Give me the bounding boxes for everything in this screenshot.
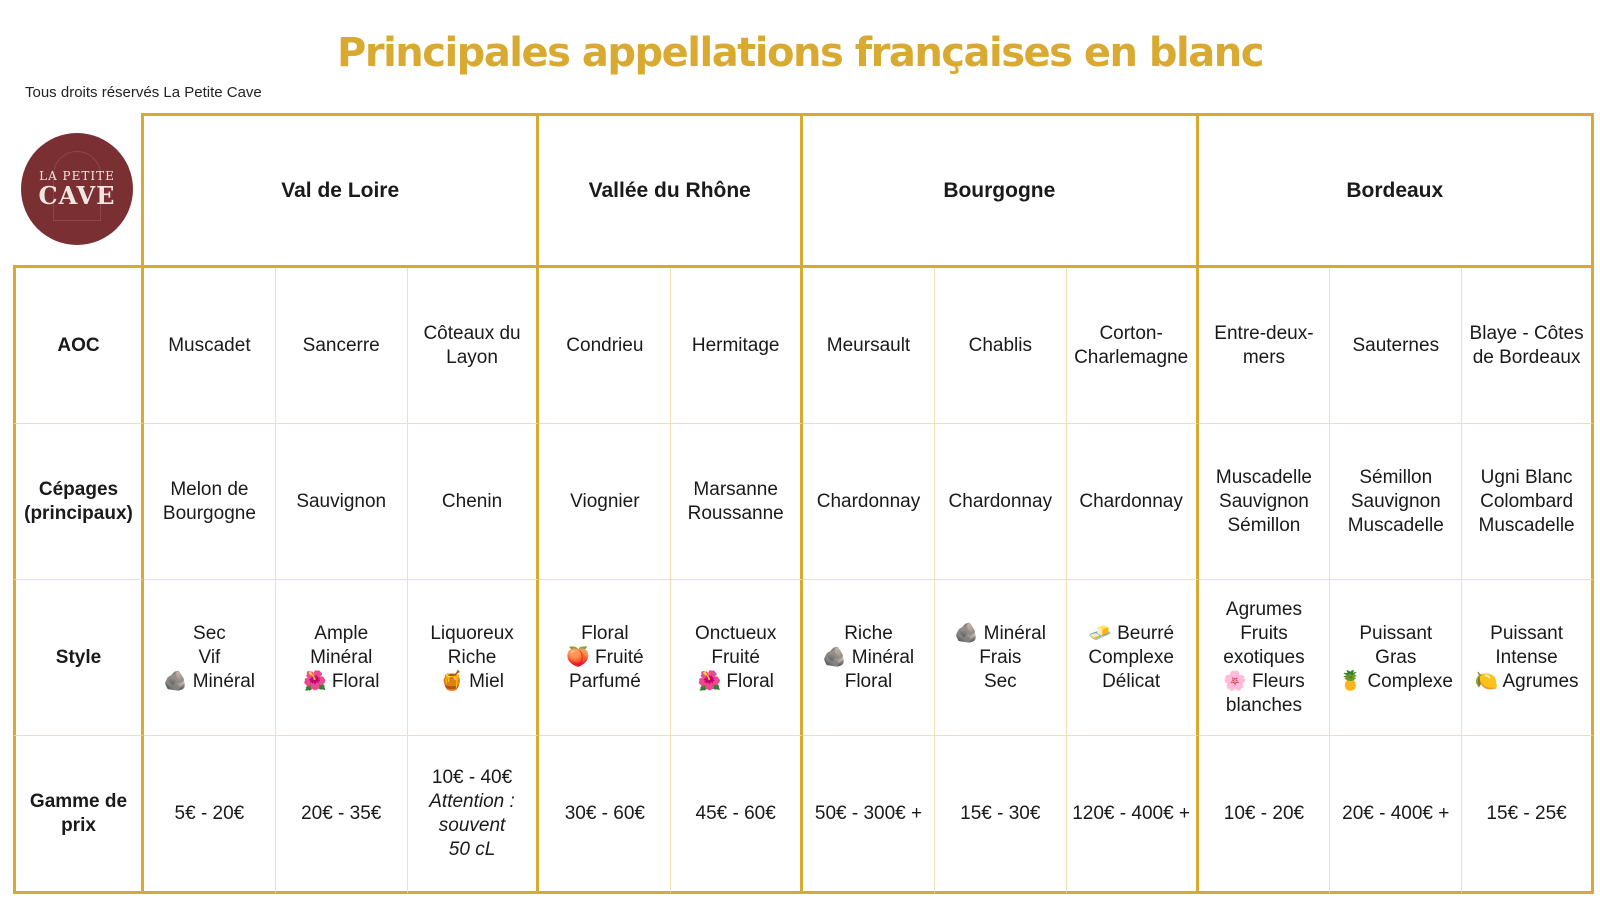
- cell-line: Parfumé: [568, 670, 641, 692]
- cell-line: prix: [61, 814, 96, 836]
- cell-line: 🪨 Minéral: [822, 646, 915, 668]
- cell-line: exotiques: [1223, 646, 1305, 668]
- cell-line: Floral: [581, 622, 629, 644]
- style-cell: [1462, 580, 1594, 736]
- aoc-cell: [1199, 268, 1331, 424]
- cell-line: Sauvignon: [296, 490, 387, 512]
- cell-line: Chardonnay: [1079, 490, 1183, 512]
- prix-cell: [144, 736, 276, 894]
- cepages-cell: [935, 424, 1067, 580]
- cell-line: 120€ - 400€ +: [1072, 802, 1191, 824]
- region-header-vallee-du-rhone: Vallée du Rhône: [539, 113, 803, 268]
- cell-line: Chablis: [968, 334, 1032, 356]
- cell-line: 🍋 Agrumes: [1474, 670, 1579, 692]
- cepages-cell: [276, 424, 408, 580]
- cell-line: Roussanne: [687, 502, 784, 524]
- row-label-style: Style: [13, 580, 144, 736]
- cell-line: Chardonnay: [948, 490, 1053, 512]
- cell-line: Blaye - Côtes: [1469, 322, 1584, 344]
- cell-line: Fruité: [711, 646, 760, 668]
- aoc-cell: [803, 268, 935, 424]
- cell-line: mers: [1242, 346, 1286, 368]
- cell-line: Ample: [314, 622, 369, 644]
- aoc-cell: [539, 268, 671, 424]
- cepages-cell: [1330, 424, 1462, 580]
- cell-line: Riche: [447, 646, 497, 668]
- la-petite-cave-logo: [21, 133, 133, 245]
- cell-line: 20€ - 400€ +: [1342, 802, 1450, 824]
- aoc-cell: [408, 268, 540, 424]
- prix-cell: [935, 736, 1067, 894]
- cell-line: Sauvignon: [1219, 490, 1309, 512]
- cell-line: Colombard: [1480, 490, 1574, 512]
- style-cell: [671, 580, 803, 736]
- style-cell: [1067, 580, 1199, 736]
- cell-line: de Bordeaux: [1472, 346, 1581, 368]
- cell-line: 45€ - 60€: [695, 802, 776, 824]
- prix-cell: [276, 736, 408, 894]
- cell-line: Entre-deux-: [1214, 322, 1314, 344]
- cell-line: Muscadelle: [1478, 514, 1575, 536]
- cell-line: 5€ - 20€: [174, 802, 245, 824]
- prix-cell: [408, 736, 540, 894]
- aoc-cell: [1330, 268, 1462, 424]
- region-header-bordeaux: Bordeaux: [1199, 113, 1594, 268]
- style-cell: [1199, 580, 1331, 736]
- prix-cell: [1067, 736, 1199, 894]
- cell-line: Sauternes: [1352, 334, 1440, 356]
- cell-line: Minéral: [310, 646, 373, 668]
- row-label-prix: [13, 736, 144, 894]
- cell-line: 50€ - 300€ +: [814, 802, 923, 824]
- cell-line: Sauvignon: [1350, 490, 1441, 512]
- cell-line: Côteaux du: [423, 322, 521, 344]
- aoc-cell: [671, 268, 803, 424]
- cell-line: Muscadelle: [1215, 466, 1312, 488]
- cell-line: Cépages: [38, 478, 119, 500]
- region-header-val-de-loire: Val de Loire: [144, 113, 539, 268]
- style-cell: [1330, 580, 1462, 736]
- prix-cell: [1330, 736, 1462, 894]
- cepages-cell: [539, 424, 671, 580]
- cell-line: Frais: [979, 646, 1022, 668]
- cell-line: 20€ - 35€: [301, 802, 382, 824]
- cell-line: Corton-: [1099, 322, 1163, 344]
- cell-line: Marsanne: [693, 478, 778, 500]
- cell-line: (principaux): [24, 502, 133, 524]
- aoc-cell: [1462, 268, 1594, 424]
- cepages-cell: [144, 424, 276, 580]
- cell-line: Puissant: [1490, 622, 1564, 644]
- cell-line: Puissant: [1359, 622, 1433, 644]
- cell-line: Gamme de: [29, 790, 128, 812]
- prix-cell: [539, 736, 671, 894]
- cell-line: Sec: [983, 670, 1017, 692]
- cepages-cell: [1199, 424, 1331, 580]
- appellations-table: [13, 113, 1594, 894]
- cell-line: Bourgogne: [162, 502, 256, 524]
- style-cell: [539, 580, 671, 736]
- cell-line: Complexe: [1088, 646, 1174, 668]
- cell-line: 🪨 Minéral: [163, 670, 256, 692]
- cepages-cell: [408, 424, 540, 580]
- cepages-cell: [1462, 424, 1594, 580]
- cell-line: Melon de: [170, 478, 249, 500]
- cell-line: 🍍 Complexe: [1338, 670, 1453, 692]
- cell-line: souvent: [438, 814, 506, 836]
- cell-line: 🌺 Floral: [302, 670, 380, 692]
- cell-line: Sancerre: [302, 334, 380, 356]
- cell-line: Onctueux: [695, 622, 777, 644]
- prix-cell: [803, 736, 935, 894]
- cepages-cell: [671, 424, 803, 580]
- cell-line: Intense: [1495, 646, 1558, 668]
- cell-line: 15€ - 25€: [1486, 802, 1567, 824]
- cell-line: Charlemagne: [1074, 346, 1189, 368]
- cell-line: 🪨 Minéral: [954, 622, 1046, 644]
- cell-line: Agrumes: [1225, 598, 1302, 620]
- cell-line: 15€ - 30€: [960, 802, 1041, 824]
- aoc-cell: [276, 268, 408, 424]
- logo-line-2: CAVE: [38, 181, 116, 210]
- page-title: Principales appellations françaises en blanc: [337, 30, 1263, 76]
- row-label-aoc: AOC: [13, 268, 144, 424]
- cell-line: Floral: [844, 670, 893, 692]
- cepages-cell: [1067, 424, 1199, 580]
- cell-line: 🍯 Miel: [440, 670, 504, 692]
- style-cell: [144, 580, 276, 736]
- cell-line: Attention :: [429, 790, 515, 812]
- cell-line: 30€ - 60€: [564, 802, 645, 824]
- aoc-cell: [1067, 268, 1199, 424]
- cell-line: Hermitage: [691, 334, 780, 356]
- prix-cell: [671, 736, 803, 894]
- cell-line: Sémillon: [1359, 466, 1433, 488]
- cell-line: Chardonnay: [816, 490, 921, 512]
- prix-cell: [1462, 736, 1594, 894]
- cell-line: Délicat: [1102, 670, 1161, 692]
- cell-line: Riche: [844, 622, 893, 644]
- aoc-cell: [935, 268, 1067, 424]
- style-cell: [408, 580, 540, 736]
- cell-line: Vif: [198, 646, 221, 668]
- cell-line: 🌺 Floral: [697, 670, 774, 692]
- cell-line: 🍑 Fruité: [566, 646, 644, 668]
- cell-line: 50 cL: [448, 838, 496, 860]
- prix-cell: [1199, 736, 1331, 894]
- cell-line: blanches: [1225, 694, 1302, 716]
- cell-line: Muscadet: [168, 334, 251, 356]
- logo-cell: [13, 113, 144, 268]
- aoc-cell: [144, 268, 276, 424]
- cell-line: Chenin: [441, 490, 503, 512]
- cell-line: 10€ - 20€: [1223, 802, 1305, 824]
- cell-line: Meursault: [826, 334, 911, 356]
- cell-line: 🌸 Fleurs: [1223, 670, 1305, 692]
- cell-line: Layon: [446, 346, 498, 368]
- cell-line: Liquoreux: [430, 622, 514, 644]
- style-cell: [803, 580, 935, 736]
- cell-line: 10€ - 40€: [431, 766, 513, 788]
- logo-line-1: LA PETITE: [39, 169, 115, 183]
- cell-line: Muscadelle: [1347, 514, 1444, 536]
- region-header-bourgogne: Bourgogne: [803, 113, 1198, 268]
- cell-line: Viognier: [570, 490, 640, 512]
- cell-line: Sec: [193, 622, 226, 644]
- cepages-cell: [803, 424, 935, 580]
- cell-line: Sémillon: [1227, 514, 1301, 536]
- style-cell: [935, 580, 1067, 736]
- row-label-cepages: [13, 424, 144, 580]
- style-cell: [276, 580, 408, 736]
- copyright-notice: Tous droits réservés La Petite Cave: [25, 84, 262, 101]
- cell-line: 🧈 Beurré: [1088, 622, 1175, 644]
- cell-line: Gras: [1375, 646, 1417, 668]
- cell-line: Fruits: [1240, 622, 1288, 644]
- cell-line: Ugni Blanc: [1480, 466, 1573, 488]
- cell-line: Condrieu: [566, 334, 644, 356]
